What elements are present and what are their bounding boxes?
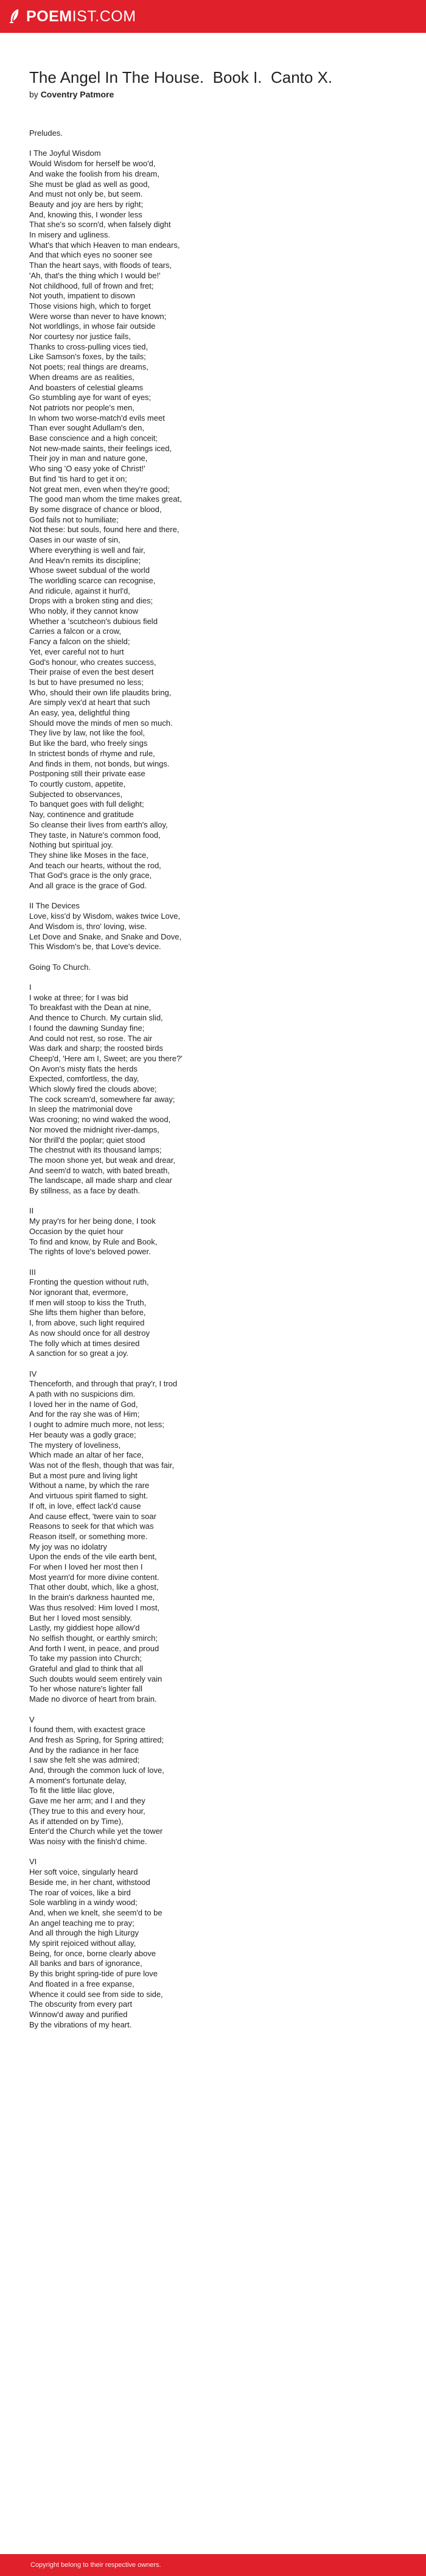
poem-line: Not poets; real things are dreams,: [29, 362, 148, 372]
poem-line: Lastly, my giddiest hope allow'd: [29, 1623, 140, 1633]
poem-line: A sanction for so great a joy.: [29, 1349, 129, 1358]
poem-line: Are simply vex'd at heart that such: [29, 698, 150, 707]
poem-content: [0, 33, 426, 2030]
poem-line: Who nobly, if they cannot know: [29, 606, 138, 616]
poem-line: And Heav'n remits its discipline;: [29, 555, 141, 565]
by-label: by: [29, 89, 38, 99]
poem-line: I: [29, 983, 32, 992]
poem-line: And that which eyes no sooner see: [29, 250, 153, 260]
poem-line: And virtuous spirit flamed to sight.: [29, 1491, 148, 1501]
poem-stanza: [29, 1369, 397, 1705]
poem-line: Gave me her arm; and I and they: [29, 1796, 145, 1806]
poem-line: Made no divorce of heart from brain.: [29, 1694, 157, 1704]
poem-stanza: [29, 1715, 397, 1847]
poem-line: If men will stoop to kiss the Truth,: [29, 1297, 147, 1307]
poem-line: Grateful and glad to think that all: [29, 1664, 144, 1674]
poem-line: The rights of love's beloved power.: [29, 1247, 151, 1257]
poem-line: By this bright spring-tide of pure love: [29, 1969, 158, 1979]
poem-line: The worldling scarce can recognise,: [29, 575, 156, 585]
poem-line: Is but to have presumed no less;: [29, 677, 144, 687]
poem-line: The landscape, all made sharp and clear: [29, 1176, 172, 1185]
poem-line: By the vibrations of my heart.: [29, 2020, 132, 2029]
poem-line: And cause effect, 'twere vain to soar: [29, 1511, 156, 1521]
poem-line: And for the ray she was of Him;: [29, 1409, 140, 1419]
poem-stanza: [29, 963, 397, 973]
poem-line: To find and know, by Rule and Book,: [29, 1237, 158, 1246]
poem-author-link[interactable]: Coventry Patmore: [40, 89, 114, 99]
poem-line: And all grace is the grace of God.: [29, 881, 147, 891]
poem-line: And teach our hearts, without the rod,: [29, 860, 161, 870]
poem-line: So cleanse their lives from earth's alloy,: [29, 819, 168, 829]
poem-line: And ridicule, against it hurl'd,: [29, 586, 130, 595]
poem-line: And, through the common luck of love,: [29, 1766, 164, 1775]
poem-line: Upon the ends of the vile earth bent,: [29, 1552, 157, 1562]
poem-line: Her soft voice, singularly heard: [29, 1867, 138, 1877]
poem-line: Postponing still their private ease: [29, 769, 145, 779]
poem-line: Not childhood, full of frown and fret;: [29, 281, 154, 290]
poem-line: The moon shone yet, but weak and drear,: [29, 1155, 175, 1165]
poem-line: Sole warbling in a windy wood;: [29, 1898, 138, 1907]
poem-line: To her whose nature's lighter fall: [29, 1684, 143, 1694]
poem-line: Where everything is well and fair,: [29, 545, 145, 555]
poem-line: They taste, in Nature's common food,: [29, 830, 161, 840]
poem-line: And floated in a free expanse,: [29, 1979, 134, 1988]
poem-line: To take my passion into Church;: [29, 1654, 142, 1663]
poem-line: Their praise of even the best desert: [29, 667, 154, 677]
poem-line: Who sing 'O easy yoke of Christ!': [29, 464, 145, 474]
poem-line: My joy was no idolatry: [29, 1542, 107, 1551]
poem-line: Nay, continence and gratitude: [29, 810, 134, 819]
poem-line: And boasters of celestial gleams: [29, 382, 144, 392]
poem-line: And could not rest, so rose. The air: [29, 1033, 153, 1043]
poem-stanza: [29, 128, 397, 139]
poem-line: As if attended on by Time),: [29, 1816, 124, 1826]
poem-line: Fancy a falcon on the shield;: [29, 637, 130, 647]
poem-line: My pray'rs for her being done, I took: [29, 1216, 156, 1226]
poem-line: Drops with a broken sting and dies;: [29, 596, 153, 606]
poem-line: The folly which at times desired: [29, 1338, 140, 1348]
poem-line: And, knowing this, I wonder less: [29, 209, 142, 219]
poem-line: I found them, with exactest grace: [29, 1725, 145, 1735]
poem-line: Those visions high, which to forget: [29, 301, 151, 311]
poem-line: And finds in them, not bonds, but wings.: [29, 759, 170, 768]
poem-line: And seem'd to watch, with bated breath,: [29, 1165, 170, 1175]
poem-line: II: [29, 1206, 34, 1216]
poem-stanza: [29, 1268, 397, 1359]
poem-line: Not patriots nor people's men,: [29, 402, 135, 412]
poem-line: Subjected to observances,: [29, 789, 123, 799]
poem-line: To banquet goes with full delight;: [29, 799, 144, 809]
poem-line: Whether a 'scutcheon's dubious field: [29, 616, 158, 626]
poem-line: Whence it could see from side to side,: [29, 1989, 163, 1999]
poem-line: God's honour, who creates success,: [29, 657, 156, 667]
poem-line: Beauty and joy are hers by right;: [29, 199, 144, 209]
poem-line: Was not of the flesh, though that was fair,: [29, 1461, 174, 1470]
poem-line: Cheep'd, 'Here am I, Sweet; are you there?': [29, 1053, 183, 1063]
poem-line: V: [29, 1714, 35, 1724]
poem-line: Go stumbling aye for want of eyes;: [29, 393, 152, 402]
poem-line: Yet, ever careful not to hurt: [29, 647, 124, 656]
poem-line: But a most pure and living light: [29, 1470, 138, 1480]
poem-line: Oases in our waste of sin,: [29, 535, 120, 545]
poem-line: Was dark and sharp; the roosted birds: [29, 1044, 163, 1053]
poem-line: Not worldlings, in whose fair outside: [29, 321, 156, 331]
poem-line: Not youth, impatient to disown: [29, 291, 136, 301]
poem-line: And Wisdom is, thro' loving, wise.: [29, 921, 147, 931]
poem-line: But her I loved most sensibly.: [29, 1613, 132, 1623]
poem-line: Without a name, by which the rare: [29, 1481, 150, 1490]
poem-line: Expected, comfortless, the day,: [29, 1074, 139, 1084]
site-header: [0, 0, 426, 33]
poem-line: The roar of voices, like a bird: [29, 1887, 131, 1897]
poem-stanza: [29, 1857, 397, 2030]
poem-line: Being, for once, borne clearly above: [29, 1948, 156, 1958]
poem-line: To breakfast with the Dean at nine,: [29, 1003, 152, 1013]
poem-line: And must not only be, but seem.: [29, 189, 143, 199]
poem-line: That other doubt, which, like a ghost,: [29, 1582, 159, 1592]
poem-line: And by the radiance in her face: [29, 1745, 139, 1755]
poem-line: Her beauty was a godly grace;: [29, 1430, 136, 1439]
site-footer: [0, 2554, 426, 2576]
copyright-text: Copyright belong to their respective owners.: [30, 2561, 161, 2569]
poem-line: Most yearn'd for more divine content.: [29, 1572, 159, 1582]
poem-line: Like Samson's foxes, by the tails;: [29, 352, 146, 362]
poem-line: Thenceforth, and through that pray'r, I trod: [29, 1379, 178, 1389]
logo-text-bold: POEM: [26, 7, 72, 25]
poem-line: Nor courtesy nor justice fails,: [29, 332, 131, 342]
poem-line: Should move the minds of men so much.: [29, 718, 173, 728]
poem-line: An easy, yea, delightful thing: [29, 708, 130, 718]
poem-line: I found the dawning Sunday fine;: [29, 1023, 145, 1033]
poem-line: Which made an altar of her face,: [29, 1450, 144, 1460]
poem-line: The cock scream'd, somewhere far away;: [29, 1094, 175, 1104]
poem-line: She lifts them higher than before,: [29, 1308, 146, 1318]
poem-line: I The Joyful Wisdom: [29, 149, 101, 158]
poem-line: For when I loved her most then I: [29, 1562, 143, 1572]
poem-line: I ought to admire much more, not less;: [29, 1420, 164, 1430]
poem-line: On Avon's misty flats the herds: [29, 1064, 138, 1073]
poem-line: Which slowly fired the clouds above;: [29, 1084, 157, 1094]
poem-line: III: [29, 1267, 36, 1277]
poem-line: The obscurity from every part: [29, 1999, 133, 2009]
poem-line: 'Ah, that's the thing which I would be!': [29, 270, 161, 280]
poem-line: Reasons to seek for that which was: [29, 1521, 154, 1531]
poem-line: The mystery of loveliness,: [29, 1440, 121, 1450]
poem-line: When dreams are as realities,: [29, 372, 134, 382]
poem-line: Was noisy with the finish'd chime.: [29, 1837, 147, 1846]
poem-line: To courtly custom, appetite,: [29, 779, 126, 788]
site-logo[interactable]: [9, 8, 136, 26]
poem-title: The Angel In The House. Book I. Canto X.: [29, 68, 333, 86]
poem-line: Fronting the question without ruth,: [29, 1277, 149, 1287]
poem-line: Going To Church.: [29, 962, 91, 972]
poem-line: Not these: but souls, found here and there,: [29, 525, 180, 535]
poem-line: She must be glad as well as good,: [29, 179, 150, 189]
poem-line: My spirit rejoiced without allay,: [29, 1939, 136, 1948]
poem-line: But find 'tis hard to get it on;: [29, 474, 127, 483]
poem-line: To fit the little lilac glove,: [29, 1786, 115, 1795]
poem-line: Beside me, in her chant, withstood: [29, 1877, 150, 1887]
poem-line: In sleep the matrimonial dove: [29, 1104, 133, 1114]
poem-stanza: [29, 901, 397, 952]
poem-line: As now should once for all destroy: [29, 1328, 150, 1338]
poem-line: And thence to Church. My curtain slid,: [29, 1013, 163, 1023]
poem-line: I, from above, such light required: [29, 1318, 145, 1328]
poem-line: Reason itself, or something more.: [29, 1531, 148, 1541]
poem-line: And wake the foolish from his dream,: [29, 169, 159, 178]
poem-line: And fresh as Spring, for Spring attired;: [29, 1735, 164, 1744]
poem-line: II The Devices: [29, 901, 80, 911]
feather-quill-icon: [9, 9, 21, 24]
poem-line: Let Dove and Snake, and Snake and Dove,: [29, 932, 182, 941]
poem-line: Preludes.: [29, 128, 63, 138]
poem-line: The good man whom the time makes great,: [29, 494, 182, 504]
poem-line: This Wisdom's be, that Love's device.: [29, 942, 161, 952]
poem-line: God fails not to humiliate;: [29, 514, 119, 524]
poem-line: Nor ignorant that, evermore,: [29, 1288, 128, 1297]
poem-line: All banks and bars of ignorance,: [29, 1959, 142, 1968]
poem-line: (They true to this and every hour,: [29, 1806, 145, 1816]
poem-line: I saw she felt she was admired;: [29, 1755, 140, 1765]
poem-line: Such doubts would seem entirely vain: [29, 1674, 162, 1683]
poem-line: By some disgrace of chance or blood,: [29, 505, 162, 514]
poem-line: Nor thrill'd the poplar; quiet stood: [29, 1135, 145, 1145]
poem-line: Not great men, even when they're good;: [29, 484, 170, 494]
poem-line: A moment's fortunate delay,: [29, 1775, 127, 1785]
poem-line: And forth I went, in peace, and proud: [29, 1643, 159, 1653]
poem-line: I woke at three; for I was bid: [29, 992, 128, 1002]
poem-line: Than ever sought Adullam's den,: [29, 423, 144, 433]
poem-line: An angel teaching me to pray;: [29, 1918, 134, 1928]
poem-line: Not new-made saints, their feelings iced,: [29, 443, 172, 453]
poem-line: That God's grace is the only grace,: [29, 871, 152, 880]
poem-line: Occasion by the quiet hour: [29, 1226, 124, 1236]
poem-line: By stillness, as a face by death.: [29, 1186, 141, 1196]
poem-line: Was thus resolved: Him loved I most,: [29, 1602, 160, 1612]
poem-line: IV: [29, 1369, 37, 1378]
poem-line: Enter'd the Church while yet the tower: [29, 1827, 163, 1836]
poem-line: I loved her in the name of God,: [29, 1399, 138, 1409]
poem-line: In misery and ugliness.: [29, 230, 110, 240]
poem-line: Would Wisdom for herself be woo'd,: [29, 159, 156, 169]
poem-stanza: [29, 149, 397, 891]
poem-line: Thanks to cross-pulling vices tied,: [29, 342, 148, 351]
poem-line: Nor moved the midnight river-damps,: [29, 1125, 159, 1134]
poem-line: Was crooning; no wind waked the wood,: [29, 1115, 171, 1125]
poem-line: Whose sweet subdual of the world: [29, 566, 150, 575]
poem-line: In the brain's darkness haunted me,: [29, 1593, 155, 1602]
poem-line: If oft, in love, effect lack'd cause: [29, 1501, 141, 1511]
poem-line: Carries a falcon or a crow,: [29, 626, 122, 636]
poem-line: A path with no suspicions dim.: [29, 1389, 136, 1399]
poem-line: Love, kiss'd by Wisdom, wakes twice Love,: [29, 911, 181, 921]
poem-line: And, when we knelt, she seem'd to be: [29, 1907, 162, 1917]
poem-line: That she's so scorn'd, when falsely dight: [29, 220, 171, 230]
poem-line: They live by law, not like the fool,: [29, 728, 145, 738]
poem-line: And all through the high Liturgy: [29, 1928, 139, 1938]
poem-body: [29, 128, 397, 2030]
poem-stanza: [29, 1206, 397, 1257]
poem-line: In whom two worse-match'd evils meet: [29, 413, 165, 423]
poem-line: Than the heart says, with floods of tears,: [29, 261, 172, 270]
poem-line: Who, should their own life plaudits bring,: [29, 687, 172, 697]
poem-line: In strictest bonds of rhyme and rule,: [29, 748, 155, 758]
poem-line: Winnow'd away and purified: [29, 2009, 128, 2019]
poem-byline: [29, 89, 397, 99]
poem-line: What's that which Heaven to man endears,: [29, 240, 180, 250]
poem-line: They shine like Moses in the face,: [29, 850, 148, 860]
poem-line: VI: [29, 1857, 37, 1867]
poem-line: Were worse than never to have known;: [29, 311, 167, 321]
poem-line: Nothing but spiritual joy.: [29, 840, 113, 850]
logo-text-light: IST.COM: [72, 7, 136, 25]
poem-line: Base conscience and a high conceit;: [29, 433, 158, 443]
poem-line: The chestnut with its thousand lamps;: [29, 1145, 162, 1155]
poem-line: But like the bard, who freely sings: [29, 739, 148, 748]
poem-line: No selfish thought, or earthly smirch;: [29, 1633, 158, 1643]
poem-stanza: [29, 983, 397, 1196]
poem-line: Their joy in man and nature gone,: [29, 454, 148, 463]
